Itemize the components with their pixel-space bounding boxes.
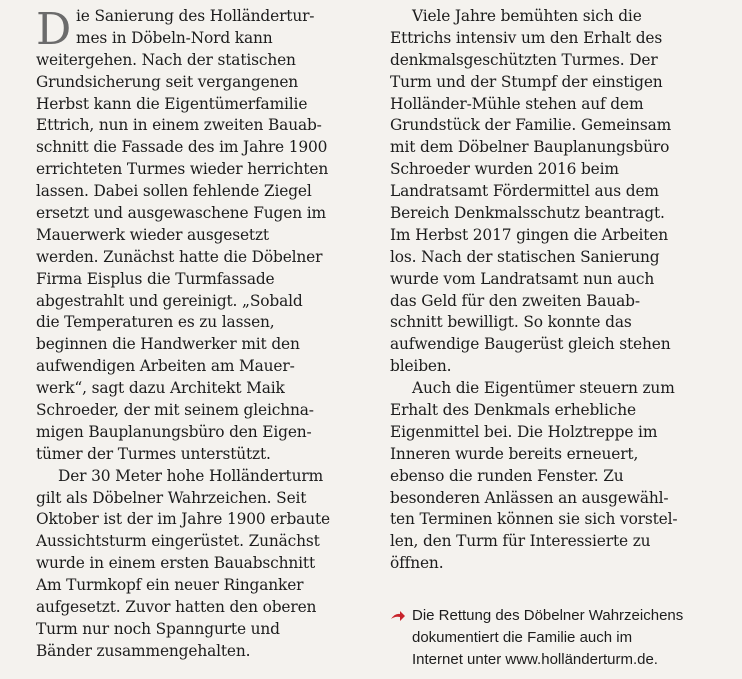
text-line: Bänder zusammengehalten. [36, 641, 251, 660]
text-line: Inneren wurde bereits erneuert, [390, 444, 639, 463]
text-line: bleiben. [390, 357, 452, 376]
article-column-right [390, 6, 720, 575]
text-line: Erhalt des Denkmals erhebliche [390, 401, 636, 420]
text-line: schnitt bewilligt. So konnte das [390, 313, 632, 332]
text-line: öffnen. [390, 554, 444, 573]
text-line: Ettrich, nun in einem zweiten Bauab- [36, 116, 322, 135]
text-line: wurde in einem ersten Bauabschnitt [36, 554, 315, 573]
text-line: Grundsicherung seit vergangenen [36, 72, 299, 91]
text-line: Turm und der Stumpf der einstigen [390, 72, 663, 91]
text-line: denkmalsgeschützten Turmes. Der [390, 50, 658, 69]
text-line: Eigenmittel bei. Die Holztreppe im [390, 422, 658, 441]
text-line: ie Sanierung des Holländertur- [76, 7, 315, 25]
text-line: werk“, sagt dazu Architekt Maik [36, 379, 285, 398]
arrow-right-icon [390, 609, 406, 623]
drop-cap: D [36, 4, 72, 55]
text-line: lassen. Dabei sollen fehlende Ziegel [36, 182, 312, 201]
text-line: weitergehen. Nach der statischen [36, 50, 296, 69]
text-line: Mauerwerk wieder ausgesetzt [36, 225, 269, 244]
text-line: Schroeder wurden 2016 beim [390, 160, 619, 179]
text-line: Im Herbst 2017 gingen die Arbeiten [390, 225, 669, 244]
note-lines [390, 605, 730, 671]
text-line: ebenso die runden Fenster. Zu [390, 466, 624, 485]
text-line: Der 30 Meter hohe Holländerturm [58, 466, 324, 485]
text-line: Holländer-Mühle stehen auf dem [390, 94, 644, 113]
text-line: Herbst kann die Eigentümerfamilie [36, 94, 308, 113]
note-line: Internet unter www.holländerturm.de. [412, 651, 658, 668]
text-line: Am Turmkopf ein neuer Ringanker [36, 576, 304, 595]
text-line: Schroeder, der mit seinem gleichna- [36, 401, 314, 420]
text-line: besonderen Anlässen an ausgewähl- [390, 488, 669, 507]
text-line: Firma Eisplus die Turmfassade [36, 269, 275, 288]
text-line: migen Bauplanungsbüro den Eigen- [36, 422, 312, 441]
note-line: Die Rettung des Döbelner Wahrzeichens [412, 607, 684, 624]
text-line: Aussichtsturm eingerüstet. Zunächst [36, 532, 320, 551]
right-column-lines [390, 6, 720, 575]
website-note [390, 605, 730, 671]
text-line: werden. Zunächst hatte die Döbelner [36, 247, 323, 266]
text-line: Oktober ist der im Jahre 1900 erbaute [36, 510, 330, 529]
text-line: aufgesetzt. Zuvor hatten den oberen [36, 598, 317, 617]
text-line: abgestrahlt und gereinigt. „Sobald [36, 291, 303, 310]
text-line: errichteten Turmes wieder herrichten [36, 160, 329, 179]
text-line: ersetzt und ausgewaschene Fugen im [36, 204, 326, 223]
text-line: wurde vom Landratsamt nun auch [390, 269, 655, 288]
text-line: schnitt die Fassade des im Jahre 1900 [36, 138, 328, 157]
text-line: Landratsamt Fördermittel aus dem [390, 182, 659, 201]
text-line: Bereich Denkmalsschutz beantragt. [390, 204, 665, 223]
text-line: Ettrichs intensiv um den Erhalt des [390, 28, 663, 47]
text-line: beginnen die Handwerker mit den [36, 335, 300, 354]
text-line: das Geld für den zweiten Bauab- [390, 291, 640, 310]
text-line: len, den Turm für Interessierte zu [390, 532, 651, 551]
note-line: dokumentiert die Familie auch im [412, 629, 633, 646]
text-line: Turm nur noch Spanngurte und [36, 619, 280, 638]
text-line: Grundstück der Familie. Gemeinsam [390, 116, 672, 135]
text-line: mit dem Döbelner Bauplanungsbüro [390, 138, 670, 157]
text-line: aufwendigen Arbeiten am Mauer- [36, 357, 295, 376]
text-line: ten Terminen können sie sich vorstel- [390, 510, 678, 529]
article-column-left [36, 6, 366, 663]
text-line: gilt als Döbelner Wahrzeichen. Seit [36, 488, 307, 507]
text-line: aufwendige Baugerüst gleich stehen [390, 335, 671, 354]
text-line: los. Nach der statischen Sanierung [390, 247, 660, 266]
text-line: Auch die Eigentümer steuern zum [412, 379, 675, 398]
text-line: tümer der Turmes unterstützt. [36, 444, 271, 463]
text-line: die Temperaturen es zu lassen, [36, 313, 275, 332]
text-line: mes in Döbeln-Nord kann [76, 28, 273, 47]
left-column-lines [36, 6, 366, 663]
text-line: Viele Jahre bemühten sich die [412, 7, 642, 25]
